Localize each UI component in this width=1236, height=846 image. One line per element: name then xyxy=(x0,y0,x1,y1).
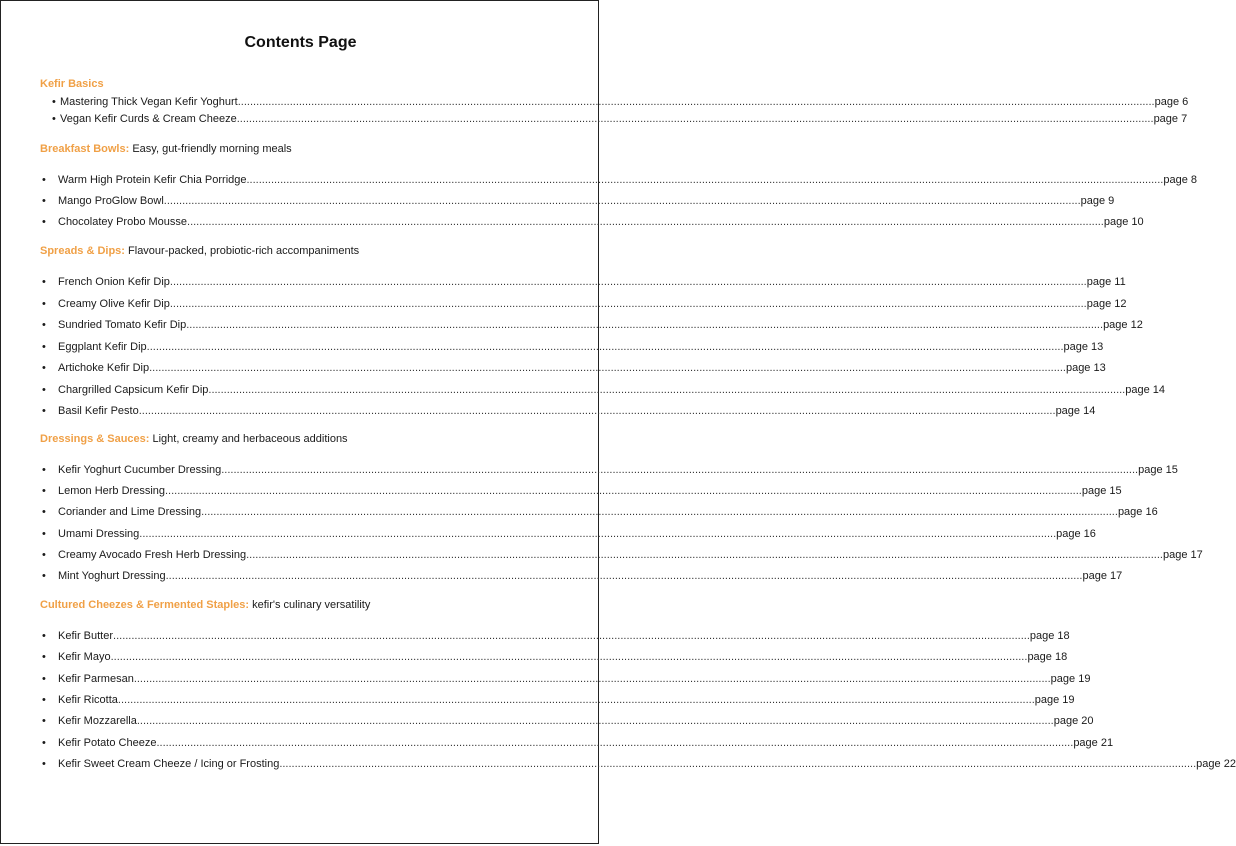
page-number: page 16 xyxy=(1056,527,1096,540)
page-number: page 18 xyxy=(1027,651,1068,664)
page-title: Contents Page xyxy=(244,34,357,51)
entry-title: Mint Yoghurt Dressing xyxy=(58,570,166,582)
dot-leader: ............................................................................................................................................................................................................................................................................................................ xyxy=(165,570,1083,582)
page-number: page 14 xyxy=(1055,405,1096,417)
dot-leader: ............................................................................................................................................................................................................................................................................................................ xyxy=(139,527,1057,540)
entry-title: Lemon Herb Dressing xyxy=(58,485,165,498)
entry-title: Kefir Yoghurt Cucumber Dressing xyxy=(58,464,222,476)
toc-entry[interactable] xyxy=(58,215,1144,229)
bullet-icon: • xyxy=(42,715,46,728)
page-number: page 12 xyxy=(1086,297,1127,310)
entry-title: Chargrilled Capsicum Kefir Dip xyxy=(58,383,209,396)
dot-leader: ............................................................................................................................................................................................................................................................................................................ xyxy=(236,113,1154,125)
toc-entry[interactable] xyxy=(58,361,1106,375)
dot-leader: ............................................................................................................................................................................................................................................................................................................ xyxy=(133,672,1051,685)
entry-title: Umami Dressing xyxy=(58,527,140,540)
bullet-icon: • xyxy=(42,340,46,353)
toc-entry[interactable] xyxy=(58,527,1096,541)
toc-entry[interactable] xyxy=(58,404,1096,418)
page-number: page 8 xyxy=(1163,174,1198,186)
section-heading xyxy=(40,599,370,611)
page-number: page 10 xyxy=(1103,216,1144,228)
toc-entry[interactable] xyxy=(58,650,1068,664)
dot-leader: ............................................................................................................................................................................................................................................................................................................ xyxy=(246,174,1164,186)
section-heading xyxy=(40,143,292,155)
section-description: Light, creamy and herbaceous additions xyxy=(149,433,348,445)
toc-entry[interactable] xyxy=(58,629,1070,643)
entry-title: Mastering Thick Vegan Kefir Yoghurt xyxy=(60,96,238,108)
entry-title: Kefir Ricotta xyxy=(58,693,118,706)
entry-title: Eggplant Kefir Dip xyxy=(58,340,147,353)
bullet-icon: • xyxy=(42,464,46,476)
page-number: page 12 xyxy=(1103,319,1143,331)
bullet-icon: • xyxy=(42,570,46,582)
dot-leader: ............................................................................................................................................................................................................................................................................................................ xyxy=(156,736,1074,749)
toc-entry[interactable] xyxy=(58,672,1091,686)
bullet-icon: • xyxy=(42,527,46,540)
toc-entry[interactable] xyxy=(58,757,1236,771)
dot-leader: ............................................................................................................................................................................................................................................................................................................ xyxy=(169,276,1087,288)
dot-leader: ............................................................................................................................................................................................................................................................................................................ xyxy=(110,651,1028,664)
entry-title: Kefir Potato Cheeze xyxy=(58,736,157,749)
bullet-icon: • xyxy=(42,485,46,498)
dot-leader: ............................................................................................................................................................................................................................................................................................................ xyxy=(221,464,1139,476)
page-number: page 7 xyxy=(1153,113,1188,125)
bullet-icon: • xyxy=(52,96,56,108)
entry-title: Artichoke Kefir Dip xyxy=(58,362,150,374)
entry-title: Warm High Protein Kefir Chia Porridge xyxy=(58,174,247,186)
entry-title: Kefir Parmesan xyxy=(58,672,134,685)
page-number: page 20 xyxy=(1053,715,1094,728)
section-label: Breakfast Bowls: xyxy=(40,143,130,155)
bullet-icon: • xyxy=(42,297,46,310)
toc-entry[interactable] xyxy=(58,714,1094,728)
dot-leader: ............................................................................................................................................................................................................................................................................................................ xyxy=(246,548,1163,561)
section-heading xyxy=(40,78,104,90)
toc-entry[interactable] xyxy=(58,275,1126,289)
entry-title: Basil Kefir Pesto xyxy=(58,405,139,417)
dot-leader: ............................................................................................................................................................................................................................................................................................................ xyxy=(208,383,1126,396)
dot-leader: ............................................................................................................................................................................................................................................................................................................ xyxy=(186,319,1104,331)
bullet-icon: • xyxy=(42,672,46,685)
bullet-icon: • xyxy=(42,630,46,642)
dot-leader: ............................................................................................................................................................................................................................................................................................................ xyxy=(146,340,1064,353)
dot-leader: ............................................................................................................................................................................................................................................................................................................ xyxy=(138,405,1056,417)
toc-entry[interactable] xyxy=(58,548,1203,562)
page-number: page 15 xyxy=(1138,464,1178,476)
bullet-icon: • xyxy=(42,383,46,396)
page-number: page 17 xyxy=(1162,548,1203,561)
toc-entry[interactable] xyxy=(60,95,1189,109)
entry-title: Creamy Olive Kefir Dip xyxy=(58,297,170,310)
entry-title: Vegan Kefir Curds & Cream Cheeze xyxy=(60,113,237,125)
bullet-icon: • xyxy=(42,174,46,186)
page-number: page 21 xyxy=(1073,736,1114,749)
entry-title: Kefir Sweet Cream Cheeze / Icing or Frosting xyxy=(58,757,280,770)
section-description: Flavour-packed, probiotic-rich accompaniments xyxy=(124,245,360,257)
bullet-icon: • xyxy=(42,736,46,749)
bullet-icon: • xyxy=(42,548,46,561)
section-description: kefir's culinary versatility xyxy=(249,599,371,611)
bullet-icon: • xyxy=(42,693,46,706)
page-number: page 22 xyxy=(1196,757,1236,770)
entry-title: French Onion Kefir Dip xyxy=(58,276,170,288)
toc-entry[interactable] xyxy=(60,112,1188,126)
entry-title: Mango ProGlow Bowl xyxy=(58,195,164,207)
entry-title: Sundried Tomato Kefir Dip xyxy=(58,319,187,331)
dot-leader: ............................................................................................................................................................................................................................................................................................................ xyxy=(163,195,1081,207)
page-number: page 6 xyxy=(1154,96,1189,108)
bullet-icon: • xyxy=(42,195,46,207)
bullet-icon: • xyxy=(42,216,46,228)
page-number: page 19 xyxy=(1034,693,1075,706)
page-number: page 11 xyxy=(1086,276,1126,288)
toc-entry[interactable] xyxy=(58,505,1158,519)
toc-entry[interactable] xyxy=(58,463,1178,477)
toc-entry[interactable] xyxy=(58,484,1122,498)
page-number: page 19 xyxy=(1050,672,1091,685)
page-number: page 13 xyxy=(1065,362,1106,374)
toc-entry[interactable] xyxy=(58,569,1123,583)
section-description: Easy, gut-friendly morning meals xyxy=(129,143,292,155)
entry-title: Creamy Avocado Fresh Herb Dressing xyxy=(58,548,247,561)
bullet-icon: • xyxy=(52,113,56,125)
bullet-icon: • xyxy=(42,651,46,664)
page-number: page 13 xyxy=(1063,340,1104,353)
section-label: Cultured Cheezes & Fermented Staples: xyxy=(40,599,250,611)
bullet-icon: • xyxy=(42,757,46,770)
bullet-icon: • xyxy=(42,276,46,288)
entry-title: Kefir Mayo xyxy=(58,651,111,664)
dot-leader: ............................................................................................................................................................................................................................................................................................................ xyxy=(237,96,1155,108)
toc-entry[interactable] xyxy=(58,173,1198,187)
bullet-icon: • xyxy=(42,405,46,417)
page-number: page 18 xyxy=(1029,630,1070,642)
dot-leader: ............................................................................................................................................................................................................................................................................................................ xyxy=(117,693,1035,706)
dot-leader: ............................................................................................................................................................................................................................................................................................................ xyxy=(201,506,1118,519)
dot-leader: ............................................................................................................................................................................................................................................................................................................ xyxy=(149,362,1066,374)
page-number: page 15 xyxy=(1081,485,1122,498)
section-label: Dressings & Sauces: xyxy=(40,433,150,445)
section-heading xyxy=(40,433,348,445)
bullet-icon: • xyxy=(42,506,46,519)
bullet-icon: • xyxy=(42,362,46,374)
page-number: page 14 xyxy=(1125,383,1166,396)
entry-title: Coriander and Lime Dressing xyxy=(58,506,202,519)
toc-entry[interactable] xyxy=(58,736,1114,750)
section-label: Spreads & Dips: xyxy=(40,245,125,257)
entry-title: Chocolatey Probo Mousse xyxy=(58,216,188,228)
dot-leader: ............................................................................................................................................................................................................................................................................................................ xyxy=(169,297,1087,310)
dot-leader: ............................................................................................................................................................................................................................................................................................................ xyxy=(113,630,1030,642)
page-number: page 16 xyxy=(1117,506,1158,519)
entry-title: Kefir Mozzarella xyxy=(58,715,137,728)
page-number: page 17 xyxy=(1082,570,1123,582)
toc-entry[interactable] xyxy=(58,693,1075,707)
dot-leader: ............................................................................................................................................................................................................................................................................................................ xyxy=(187,216,1104,228)
section-heading xyxy=(40,245,359,257)
section-label: Kefir Basics xyxy=(40,78,104,90)
toc-entry[interactable] xyxy=(58,340,1104,354)
dot-leader: ............................................................................................................................................................................................................................................................................................................ xyxy=(165,485,1082,498)
page-number: page 9 xyxy=(1080,195,1115,207)
dot-leader: ............................................................................................................................................................................................................................................................................................................ xyxy=(136,715,1054,728)
dot-leader: ............................................................................................................................................................................................................................................................................................................ xyxy=(279,757,1197,770)
bullet-icon: • xyxy=(42,319,46,331)
toc-entry[interactable] xyxy=(58,318,1143,332)
toc-entry[interactable] xyxy=(58,194,1115,208)
toc-entry[interactable] xyxy=(58,383,1166,397)
toc-entry[interactable] xyxy=(58,297,1127,311)
entry-title: Kefir Butter xyxy=(58,630,114,642)
